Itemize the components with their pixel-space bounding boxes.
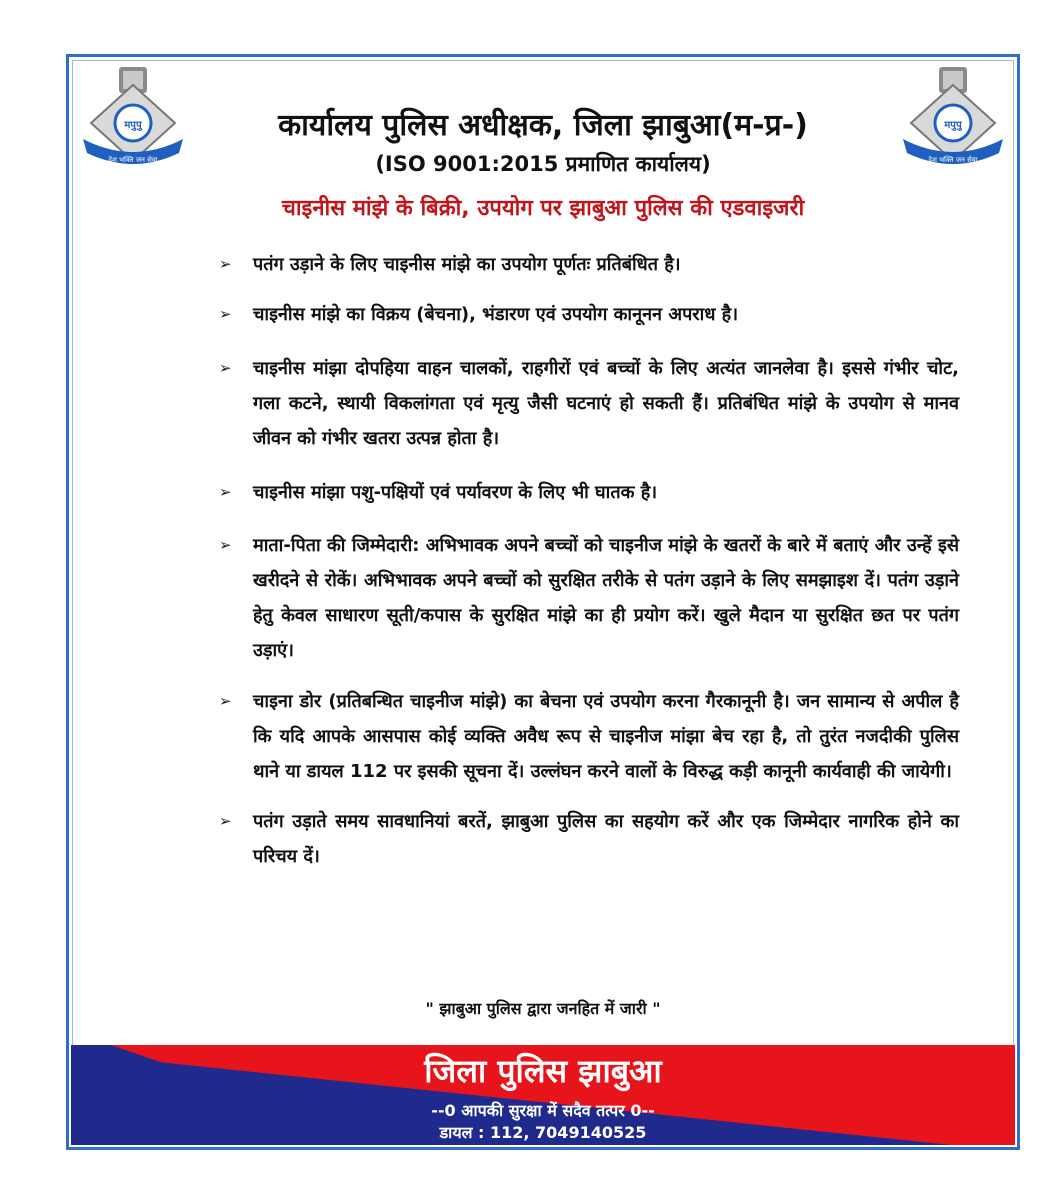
advisory-point-text: पतंग उड़ाते समय सावधानियां बरतें, झाबुआ पुलिस का सहयोग करें और एक जिम्मेदार नागरिक होने का परिचय दें। <box>253 811 959 867</box>
advisory-point-text: माता-पिता की जिम्मेदारी: अभिभावक अपने बच्चों को चाइनीज मांझे के खतरों के बारे में बताएं और उन्हें इसे खरीदने से रोकें। अभिभावक अपने बच्चों को सुरक्षित तरीके से पतंग उड़ाने के लिए समझाइश दें। पतंग उड़ाने हेतु केवल साधारण सूती/कपास के सुरक्षित मांझे का ही प्रयोग करें। खुले मैदान या सुरक्षित छत पर पतंग उड़ाएं। <box>253 535 959 661</box>
list-item <box>219 528 959 668</box>
emblem-motto: देश भक्ति जन सेवा <box>108 156 158 164</box>
arrow-bullet-icon: ➢ <box>219 305 232 323</box>
emblem-motto: देश भक्ति जन सेवा <box>928 156 978 164</box>
dial-numbers: डायल : 112, 7049140525 <box>439 1123 647 1142</box>
list-item <box>219 475 959 510</box>
emblem-badge-text: मपुपु <box>124 120 142 131</box>
advisory-point-text: चाइना डोर (प्रतिबन्धित चाइनीज मांझे) का बेचना एवं उपयोग करना गैरकानूनी है। जन सामान्य से अपील है कि यदि आपके आसपास कोई व्यक्ति अवैध रूप से चाइनीज मांझा बेच रहा है, तो तुरंत नजदीकी पुलिस थाने या डायल 112 पर इसकी सूचना दें। उल्लंघन करने वालों के विरुद्ध कड़ी कानूनी कार्यवाही की जायेगी। <box>253 691 959 782</box>
footer-tagline: --0 आपकी सुरक्षा में सदैव तत्पर 0-- <box>431 1101 655 1120</box>
advisory-point-text: चाइनीस मांझा पशु-पक्षियों एवं पर्यावरण के लिए भी घातक है। <box>253 482 658 503</box>
footer-banner <box>71 1045 1015 1145</box>
arrow-bullet-icon: ➢ <box>219 359 232 377</box>
advisory-point-text: पतंग उड़ाने के लिए चाइनीस मांझे का उपयोग पूर्णतः प्रतिबंधित है। <box>253 254 681 275</box>
advisory-points-list <box>219 247 959 874</box>
district-police-title: जिला पुलिस झाबुआ <box>424 1052 662 1090</box>
office-title: कार्यालय पुलिस अधीक्षक, जिला झाबुआ(म-प्र-) <box>278 108 808 143</box>
advisory-point-text: चाइनीस मांझा दोपहिया वाहन चालकों, राहगीरों एवं बच्चों के लिए अत्यंत जानलेवा है। इससे गंभीर चोट, गला कटने, स्थायी विकलांगता एवं मृत्यु जैसी घटनाएं हो सकती हैं। प्रतिबंधित मांझे के उपयोग से मानव जीवन को गंभीर खतरा उत्पन्न होता है। <box>253 358 959 449</box>
arrow-bullet-icon: ➢ <box>219 812 232 830</box>
emblem-badge-text: मपुपु <box>944 120 962 131</box>
advisory-poster <box>66 54 1020 1150</box>
list-item <box>219 247 959 282</box>
public-interest-note: " झाबुआ पुलिस द्वारा जनहित में जारी " <box>425 999 661 1018</box>
advisory-heading: चाइनीस मांझे के बिक्री, उपयोग पर झाबुआ पुलिस की एडवाइजरी <box>281 196 805 221</box>
arrow-bullet-icon: ➢ <box>219 536 232 554</box>
arrow-bullet-icon: ➢ <box>219 483 232 501</box>
list-item <box>219 804 959 874</box>
advisory-point-text: चाइनीस मांझे का विक्रय (बेचना), भंडारण एवं उपयोग कानूनन अपराध है। <box>253 304 739 325</box>
arrow-bullet-icon: ➢ <box>219 692 232 710</box>
iso-subtitle: (ISO 9001:2015 प्रमाणित कार्यालय) <box>375 152 711 176</box>
list-item <box>219 351 959 456</box>
list-item <box>219 684 959 789</box>
arrow-bullet-icon: ➢ <box>219 255 232 273</box>
list-item <box>219 297 959 332</box>
